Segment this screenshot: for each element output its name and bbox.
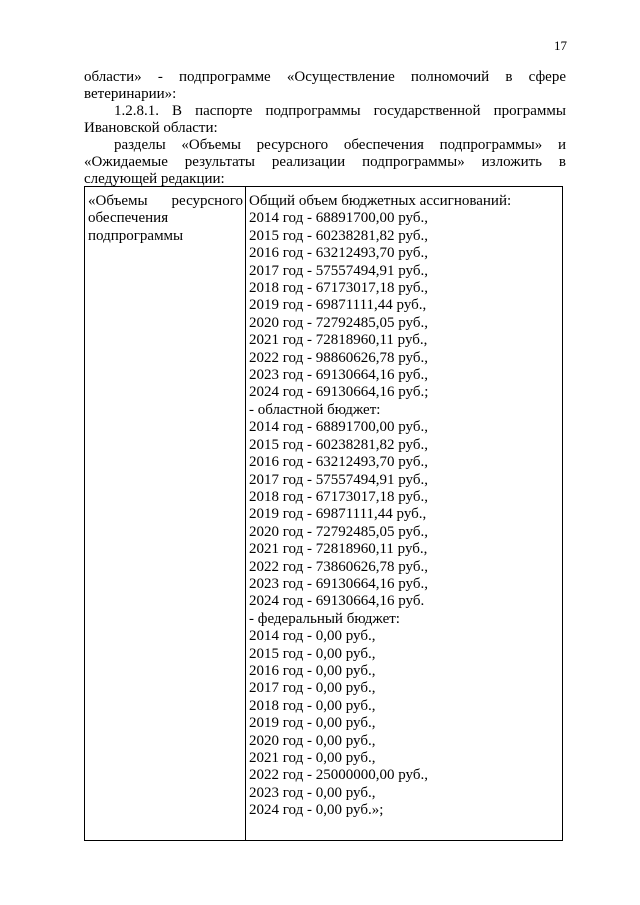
value-line: 2016 год - 63212493,70 руб., [249, 245, 428, 262]
value-line: 2015 год - 0,00 руб., [249, 645, 376, 662]
label-word: ресурсного [171, 193, 243, 209]
value-line: 2014 год - 68891700,00 руб., [249, 419, 428, 436]
intro-paragraph [84, 69, 566, 188]
intro-line: следующей редакции: [84, 171, 225, 187]
label-line: обеспечения [88, 210, 169, 227]
value-line: 2022 год - 25000000,00 руб., [249, 767, 428, 784]
value-line: 2022 год - 73860626,78 руб., [249, 558, 428, 575]
value-line: 2020 год - 72792485,05 руб., [249, 314, 428, 331]
value-line: 2019 год - 69871111,44 руб., [249, 297, 427, 314]
value-line: - областной бюджет: [249, 401, 381, 418]
intro-line: разделы «Объемы ресурсного обеспечения подпрограммы» и [114, 137, 566, 153]
value-line: 2014 год - 68891700,00 руб., [249, 210, 428, 227]
passport-table [84, 186, 563, 841]
table-label-cell [85, 187, 246, 840]
intro-line: 1.2.8.1. В паспорте подпрограммы государственной программы [114, 103, 566, 119]
value-line: 2020 год - 72792485,05 руб., [249, 523, 428, 540]
value-line: 2018 год - 0,00 руб., [249, 697, 376, 714]
value-line: 2021 год - 72818960,11 руб., [249, 541, 428, 558]
table-value-cell [246, 187, 562, 840]
intro-line: ветеринарии»: [84, 86, 177, 102]
value-line: 2017 год - 57557494,91 руб., [249, 262, 428, 279]
value-line: 2023 год - 0,00 руб., [249, 784, 376, 801]
value-line: 2021 год - 0,00 руб., [249, 750, 376, 766]
value-line: 2018 год - 67173017,18 руб., [249, 488, 428, 505]
value-line: 2015 год - 60238281,82 руб., [249, 227, 428, 244]
page-number: 17 [554, 38, 567, 53]
value-line: 2023 год - 69130664,16 руб., [249, 575, 428, 592]
value-line: 2019 год - 0,00 руб., [249, 715, 376, 732]
label-word: «Объемы [88, 193, 148, 209]
value-line: 2015 год - 60238281,82 руб., [249, 436, 428, 453]
intro-line: Ивановской области: [84, 120, 218, 136]
value-line: 2016 год - 0,00 руб., [249, 662, 376, 679]
value-line: 2014 год - 0,00 руб., [249, 628, 376, 645]
value-line: 2016 год - 63212493,70 руб., [249, 454, 428, 471]
value-line: 2021 год - 72818960,11 руб., [249, 332, 428, 349]
value-line: 2020 год - 0,00 руб., [249, 732, 376, 749]
value-line: 2018 год - 67173017,18 руб., [249, 280, 428, 297]
value-line: 2019 год - 69871111,44 руб., [249, 506, 427, 523]
value-line: 2023 год - 69130664,16 руб., [249, 367, 428, 384]
value-line: - федеральный бюджет: [249, 610, 400, 627]
value-line: 2024 год - 69130664,16 руб. [249, 593, 425, 610]
intro-line: области» - подпрограмме «Осуществление полномочий в сфере [84, 69, 566, 85]
value-line: 2022 год - 98860626,78 руб., [249, 349, 428, 366]
label-line: подпрограммы [88, 227, 184, 244]
value-line: 2017 год - 0,00 руб., [249, 680, 376, 697]
value-line: 2024 год - 0,00 руб.»; [249, 802, 384, 819]
value-line: 2024 год - 69130664,16 руб.; [249, 384, 429, 401]
intro-line: «Ожидаемые результаты реализации подпрограммы» изложить в [84, 154, 566, 170]
label-line [88, 193, 243, 210]
value-line: Общий объем бюджетных ассигнований: [249, 193, 512, 209]
value-line: 2017 год - 57557494,91 руб., [249, 471, 428, 488]
